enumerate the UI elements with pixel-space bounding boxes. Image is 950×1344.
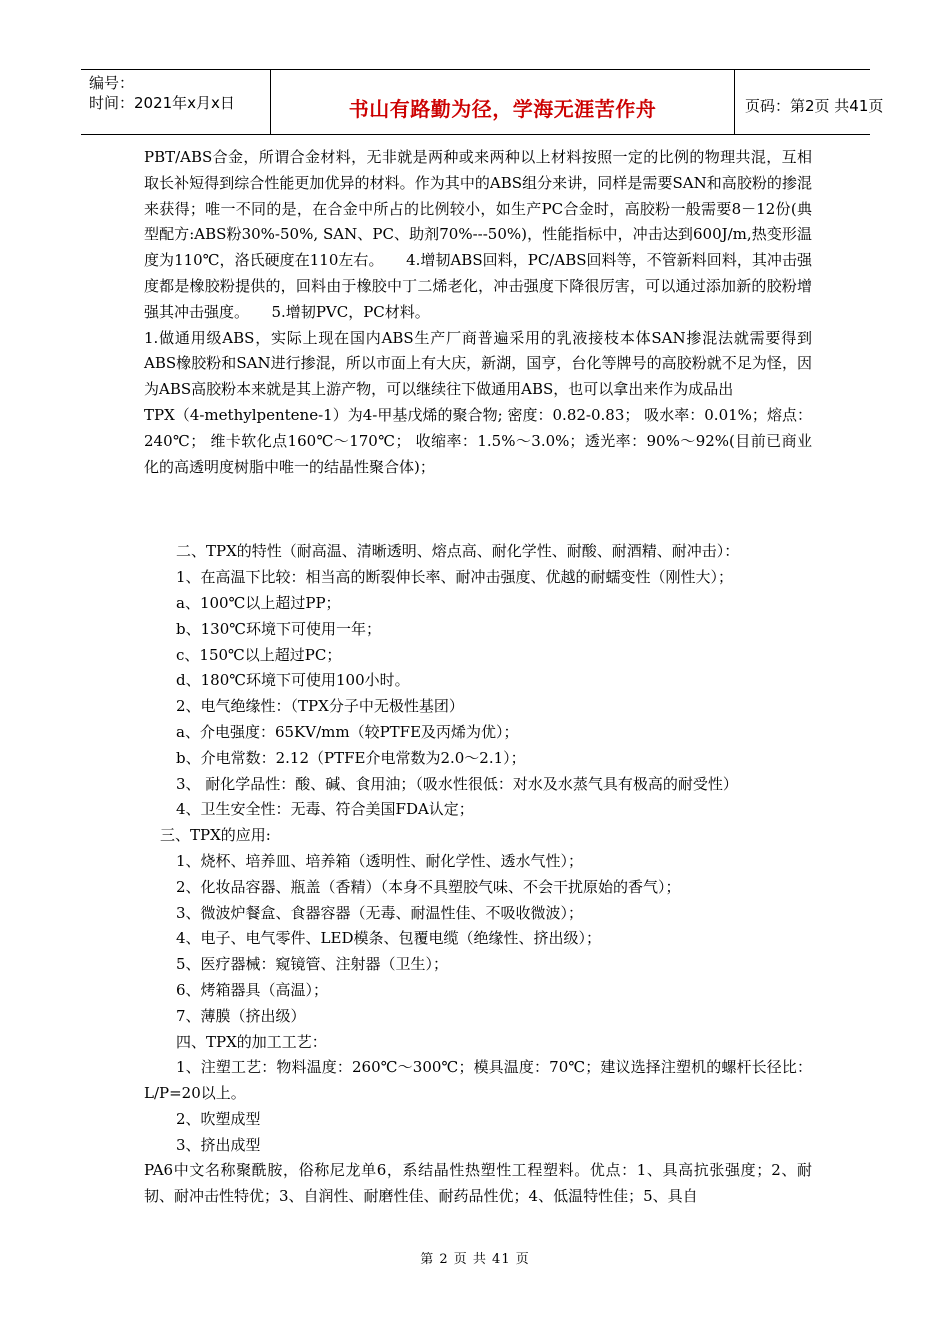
body-paragraph: 四、TPX的加工工艺： bbox=[176, 1032, 327, 1051]
body-paragraph: 7、薄膜（挤出级） bbox=[176, 1006, 306, 1025]
body-paragraph: 1、在高温下比较：相当高的断裂伸长率、耐冲击强度、优越的耐蠕变性（刚性大）； bbox=[176, 568, 734, 587]
document-date: 时间：2021年x月x日 bbox=[89, 94, 235, 112]
header-info-cell bbox=[81, 70, 271, 134]
body-paragraph: PBT/ABS合金，所谓合金材料，无非就是两种或来两种以上材料按照一定的比例的物理共混，互相取长补短得到综合性能更加优异的材料。作为其中的ABS组分来讲，同样是需要SAN和高胶粉的掺混来获得；唯一不同的是，在合金中所占的比例较小，如生产PC合金时，高胶粉一般需要8－12份(典型配方:ABS粉30%-50%, SAN、PC、助剂70%---50%)，性能指标中，冲击达到600J/m,热变形温度为110℃，洛氏硬度在110左右。 4.增韧ABS回料，PC/ABS回料等，不管新料回料，其冲击强度都是橡胶粉提供的，回料由于橡胶中丁二烯老化，冲击强度下降很厉害，可以通过添加新的胶粉增强其冲击强度。 5.增韧PVC，PC材料。 bbox=[144, 148, 812, 321]
body-paragraph: 2、电气绝缘性：（TPX分子中无极性基团） bbox=[176, 697, 464, 716]
body-paragraph: 6、烤箱器具（高温）； bbox=[176, 980, 329, 999]
body-paragraph: PA6中文名称聚酰胺，俗称尼龙单6，系结晶性热塑性工程塑料。优点：1、具高抗张强度；2、耐韧、耐冲击性特优；3、自润性、耐磨性佳、耐药品性优；4、低温特性佳；5、具自 bbox=[144, 1161, 812, 1206]
body-paragraph: 3、挤出成型 bbox=[176, 1135, 261, 1154]
header-motto: 书山有路勤为径，学海无涯苦作舟 bbox=[348, 97, 657, 121]
body-paragraph: c、150℃以上超过PC； bbox=[176, 645, 342, 664]
blank-line bbox=[144, 496, 812, 523]
body-paragraph: b、130℃环境下可使用一年； bbox=[176, 619, 382, 638]
body-paragraph: 2、化妆品容器、瓶盖（香精）（本身不具塑胶气味、不会干扰原始的香气）； bbox=[176, 877, 681, 896]
body-paragraph: 3、微波炉餐盒、食器容器（无毒、耐温性佳、不吸收微波）； bbox=[176, 903, 584, 922]
body-paragraph: 三、TPX的应用: bbox=[160, 826, 271, 845]
body-paragraph: 1、注塑工艺：物料温度：260℃～300℃；模具温度：70℃；建议选择注塑机的螺杆长径比：L/P=20以上。 bbox=[144, 1058, 812, 1103]
document-body bbox=[144, 145, 812, 1210]
body-paragraph: a、100℃以上超过PP； bbox=[176, 593, 341, 612]
body-paragraph: 3、 耐化学品性：酸、碱、食用油；（吸水性很低：对水及水蒸气具有极高的耐受性） bbox=[176, 774, 738, 793]
body-paragraph: 5、医疗器械：窥镜管、注射器（卫生）； bbox=[176, 955, 449, 974]
body-paragraph: a、介电强度：65KV/mm（较PTFE及丙烯为优）； bbox=[176, 722, 519, 741]
body-paragraph: 1、烧杯、培养皿、培养箱（透明性、耐化学性、透水气性）； bbox=[176, 851, 584, 870]
body-paragraph: 二、TPX的特性（耐高温、清晰透明、熔点高、耐化学性、耐酸、耐酒精、耐冲击）： bbox=[176, 542, 740, 561]
body-paragraph: TPX（4-methylpentene-1）为4-甲基戊烯的聚合物; 密度：0.82-0.83； 吸水率：0.01%；熔点：240℃； 维卡软化点160℃～170℃； 收缩率：1.5%～3.0%；透光率：90%～92%(目前已商业化的高透明度树脂中唯一的结晶性聚合体)； bbox=[144, 405, 812, 476]
body-paragraph: 4、卫生安全性：无毒、符合美国FDA认定； bbox=[176, 800, 474, 819]
body-paragraph: b、介电常数：2.12（PTFE介电常数为2.0～2.1）； bbox=[176, 748, 526, 767]
header-page-number: 页码：第2页 共41页 bbox=[745, 97, 884, 115]
page-footer: 第 2 页 共 41 页 bbox=[420, 1252, 530, 1267]
document-code-label: 编号： bbox=[89, 74, 135, 92]
body-paragraph: 2、吹塑成型 bbox=[176, 1109, 261, 1128]
header-page-cell bbox=[735, 70, 884, 134]
body-paragraph: d、180℃环境下可使用100小时。 bbox=[176, 671, 410, 690]
header-table bbox=[81, 69, 884, 135]
body-paragraph: 1.做通用级ABS，实际上现在国内ABS生产厂商普遍采用的乳液接枝本体SAN掺混法就需要得到ABS橡胶粉和SAN进行掺混，所以市面上有大庆，新湖，国亨，台化等牌号的高胶粉就不足为怪，因为ABS高胶粉本来就是其上游产物，可以继续往下做通用ABS，也可以拿出来作为成品出 bbox=[144, 328, 812, 399]
body-paragraph: 4、电子、电气零件、LED模条、包覆电缆（绝缘性、挤出级）； bbox=[176, 929, 601, 948]
header-motto-cell bbox=[271, 70, 735, 134]
